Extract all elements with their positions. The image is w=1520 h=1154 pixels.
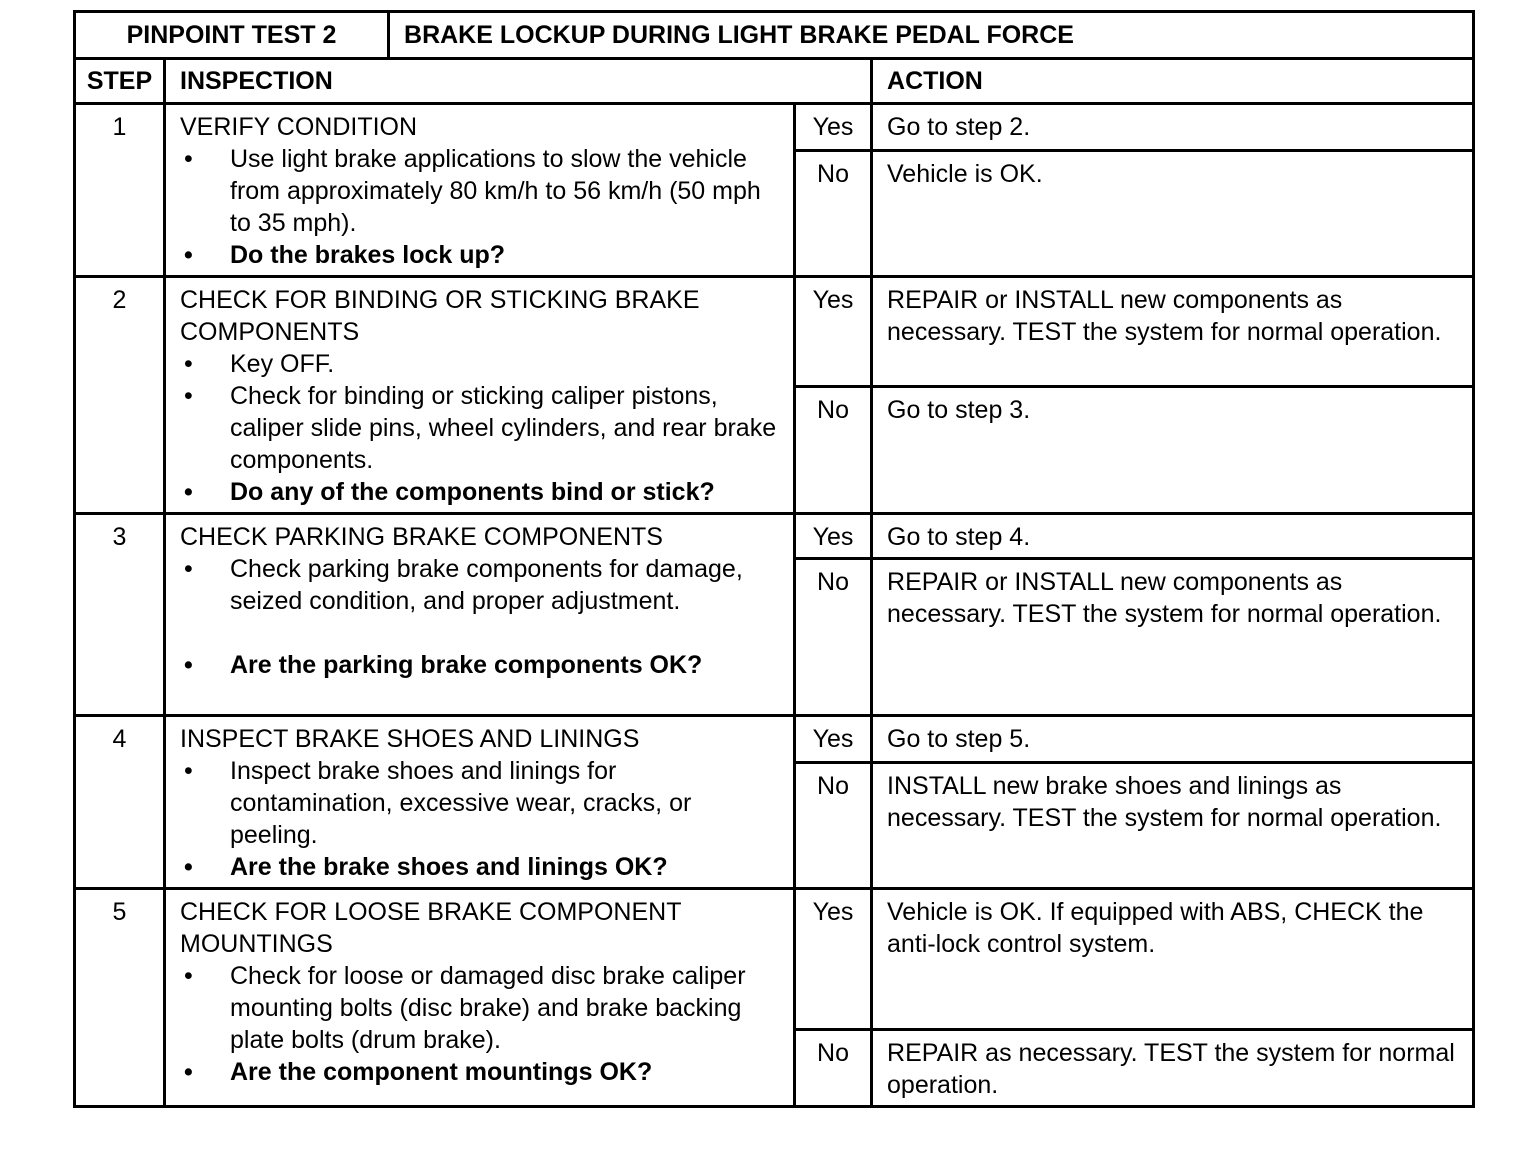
inspection-bullets xyxy=(180,960,785,1088)
yes-label: Yes xyxy=(795,716,872,763)
inspection-question: • Do the brakes lock up? xyxy=(180,239,785,271)
inspection-question: • Are the component mountings OK? xyxy=(180,1056,785,1088)
test-description: BRAKE LOCKUP DURING LIGHT BRAKE PEDAL FORCE xyxy=(389,12,1474,59)
yes-label: Yes xyxy=(795,889,872,1030)
title-row xyxy=(75,12,1474,59)
step-column-header: STEP xyxy=(75,59,165,104)
step-number: 3 xyxy=(75,514,165,716)
inspection-heading: INSPECT BRAKE SHOES AND LININGS xyxy=(180,725,640,753)
inspection-heading: VERIFY CONDITION xyxy=(180,113,418,141)
inspection-cell xyxy=(165,716,795,889)
no-action: Vehicle is OK. xyxy=(872,150,1474,276)
action-column-header: ACTION xyxy=(872,59,1474,104)
no-action: REPAIR or INSTALL new components as necessary. TEST the system for normal operation. xyxy=(872,559,1474,716)
yes-label: Yes xyxy=(795,104,872,151)
inspection-column-header: INSPECTION xyxy=(165,59,872,104)
inspection-bullet: • Inspect brake shoes and linings for contamination, excessive wear, cracks, or peeling. xyxy=(180,755,785,851)
yes-label: Yes xyxy=(795,514,872,559)
inspection-heading: CHECK FOR BINDING OR STICKING BRAKE COMPONENTS xyxy=(180,286,700,346)
step-number: 1 xyxy=(75,104,165,277)
yes-label: Yes xyxy=(795,277,872,387)
inspection-cell xyxy=(165,889,795,1107)
yes-action: Go to step 5. xyxy=(872,716,1474,763)
no-label: No xyxy=(795,762,872,888)
inspection-question: • Do any of the components bind or stick? xyxy=(180,476,785,508)
yes-action: Go to step 4. xyxy=(872,514,1474,559)
no-action: REPAIR as necessary. TEST the system for normal operation. xyxy=(872,1030,1474,1107)
step-row xyxy=(75,514,1474,559)
yes-action: REPAIR or INSTALL new components as necessary. TEST the system for normal operation. xyxy=(872,277,1474,387)
inspection-cell xyxy=(165,514,795,716)
inspection-cell xyxy=(165,277,795,514)
step-row xyxy=(75,889,1474,1030)
inspection-bullet: • Check for binding or sticking caliper pistons, caliper slide pins, wheel cylinders, and rear brake components. xyxy=(180,380,785,476)
inspection-bullets xyxy=(180,348,785,508)
inspection-question: • Are the brake shoes and linings OK? xyxy=(180,851,785,883)
inspection-bullets xyxy=(180,755,785,883)
inspection-bullet: • Key OFF. xyxy=(180,348,785,380)
step-row xyxy=(75,716,1474,763)
no-action: Go to step 3. xyxy=(872,387,1474,514)
step-number: 4 xyxy=(75,716,165,889)
inspection-heading: CHECK FOR LOOSE BRAKE COMPONENT MOUNTINGS xyxy=(180,898,682,958)
inspection-bullet: • Check parking brake components for damage, seized condition, and proper adjustment. xyxy=(180,553,785,617)
no-label: No xyxy=(795,559,872,716)
step-row xyxy=(75,104,1474,151)
no-label: No xyxy=(795,387,872,514)
yes-action: Go to step 2. xyxy=(872,104,1474,151)
inspection-bullet: • Use light brake applications to slow the vehicle from approximately 80 km/h to 56 km/h (50 mph to 35 mph). xyxy=(180,143,785,239)
step-number: 2 xyxy=(75,277,165,514)
inspection-cell xyxy=(165,104,795,277)
inspection-bullet: • Check for loose or damaged disc brake caliper mounting bolts (disc brake) and brake backing plate bolts (drum brake). xyxy=(180,960,785,1056)
step-row xyxy=(75,277,1474,387)
column-header-row xyxy=(75,59,1474,104)
no-action: INSTALL new brake shoes and linings as necessary. TEST the system for normal operation. xyxy=(872,762,1474,888)
inspection-heading: CHECK PARKING BRAKE COMPONENTS xyxy=(180,523,663,551)
yes-action: Vehicle is OK. If equipped with ABS, CHECK the anti-lock control system. xyxy=(872,889,1474,1030)
pinpoint-test-table xyxy=(73,10,1475,1108)
inspection-bullets xyxy=(180,553,785,681)
inspection-bullets xyxy=(180,143,785,271)
no-label: No xyxy=(795,150,872,276)
no-label: No xyxy=(795,1030,872,1107)
inspection-question: • Are the parking brake components OK? xyxy=(180,649,785,681)
step-number: 5 xyxy=(75,889,165,1107)
test-title: PINPOINT TEST 2 xyxy=(75,12,389,59)
